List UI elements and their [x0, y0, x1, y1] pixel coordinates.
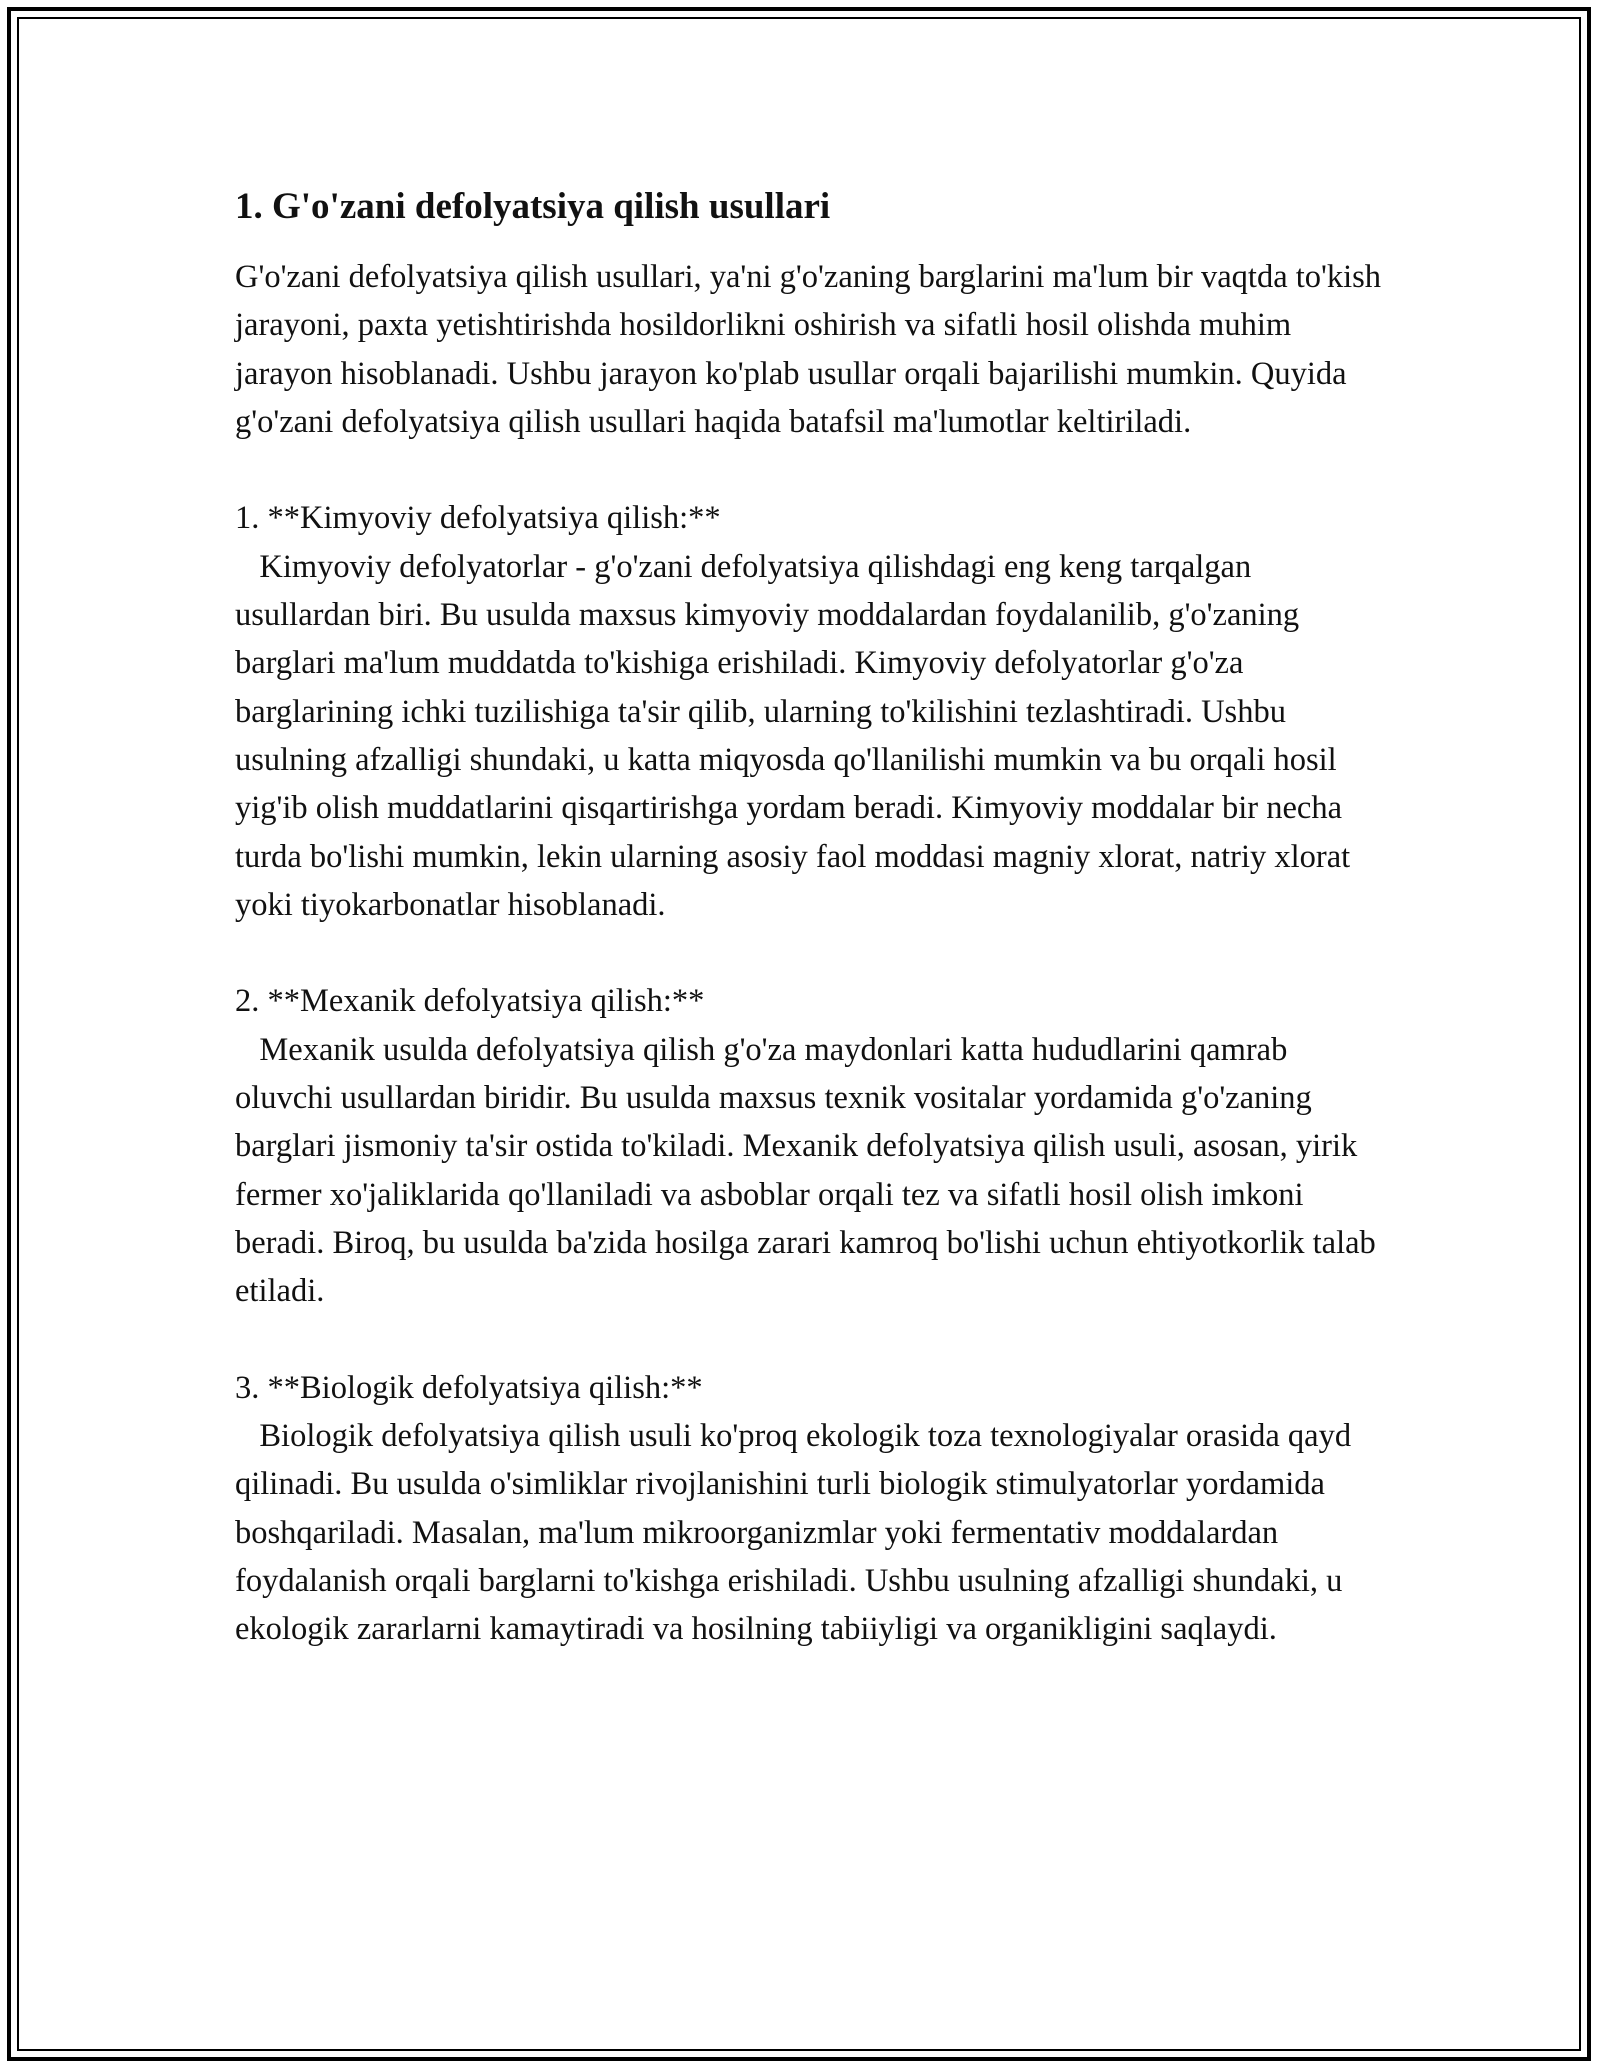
intro-paragraph: G'o'zani defolyatsiya qilish usullari, ya'ni g'o'zaning barglarini ma'lum bir vaqtda to'kish jarayoni, paxta yetishtirishda hosildorlikni oshirish va sifatli hosil olishda muhim jarayon hisoblanadi. Ushbu jarayon ko'plab usullar orqali bajarilishi mumkin. Quyida g'o'zani defolyatsiya qilish usullari haqida batafsil ma'lumotlar keltiriladi. [235, 259, 1390, 440]
section-heading: 2. **Mexanik defolyatsiya qilish:** [235, 983, 705, 1020]
paragraph-gap [235, 446, 1385, 494]
section-biological [235, 1364, 1385, 1654]
section-heading: 3. **Biologik defolyatsiya qilish:** [235, 1369, 703, 1406]
document-title: 1. G'o'zani defolyatsiya qilish usullari [235, 186, 831, 227]
section-body: Biologik defolyatsiya qilish usuli ko'proq ekologik toza texnologiyalar orasida qayd qilinadi. Bu usulda o'simliklar rivojlanishini turli biologik stimulyatorlar yordamida boshqariladi. Masalan, ma'lum mikroorganizmlar yoki fermentativ moddalardan foydalanish orqali barglarni to'kishga erishiladi. Ushbu usulning afzalligi shundaki, u ekologik zararlarni kamaytiradi va hosilning tabiiyligi va organikligini saqlaydi. [235, 1418, 1360, 1648]
paragraph-gap [235, 1316, 1385, 1364]
section-body: Kimyoviy defolyatorlar - g'o'zani defolyatsiya qilishdagi eng keng tarqalgan usullardan biri. Bu usulda maxsus kimyoviy moddalardan foydalanilib, g'o'zaning barglari ma'lum muddatda to'kishiga erishiladi. Kimyoviy defolyatorlar g'o'za barglarining ichki tuzilishiga ta'sir qilib, ularning to'kilishini tezlashtiradi. Ushbu usulning afzalligi shundaki, u katta miqyosda qo'llanilishi mumkin va bu orqali hosil yig'ib olish muddatlarini qisqartirishga yordam beradi. Kimyoviy moddalar bir necha turda bo'lishi mumkin, lekin ularning asosiy faol moddasi magniy xlorat, natriy xlorat yoki tiyokarbonatlar hisoblanadi. [235, 548, 1359, 923]
document-body [235, 183, 1390, 1654]
section-chemical [235, 494, 1385, 929]
section-mechanical [235, 977, 1385, 1315]
section-body: Mexanik usulda defolyatsiya qilish g'o'za maydonlari katta hududlarini qamrab oluvchi usullardan biridir. Bu usulda maxsus texnik vositalar yordamida g'o'zaning barglari jismoniy ta'sir ostida to'kiladi. Mexanik defolyatsiya qilish usuli, asosan, yirik fermer xo'jaliklarida qo'llaniladi va asboblar orqali tez va sifatli hosil olish imkoni beradi. Biroq, bu usulda ba'zida hosilga zarari kamroq bo'lishi uchun ehtiyotkorlik talab etiladi. [235, 1031, 1384, 1310]
paragraph-gap [235, 929, 1385, 977]
section-heading: 1. **Kimyoviy defolyatsiya qilish:** [235, 500, 721, 537]
